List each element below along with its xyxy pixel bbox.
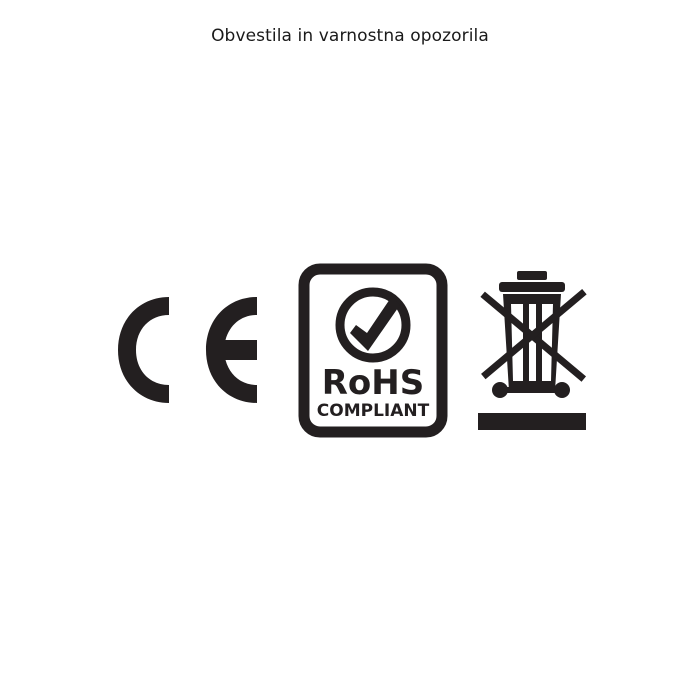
compliance-marks-row xyxy=(0,255,700,445)
weee-crossed-out-wheelie-bin-icon xyxy=(470,263,595,438)
page-title: Obvestila in varnostna opozorila xyxy=(211,26,489,46)
rohs-compliant-icon xyxy=(298,263,448,438)
rohs-label-line2: COMPLIANT xyxy=(316,400,429,421)
ce-conformity-icon xyxy=(106,275,276,425)
rohs-label-line1: RoHS xyxy=(321,362,424,403)
